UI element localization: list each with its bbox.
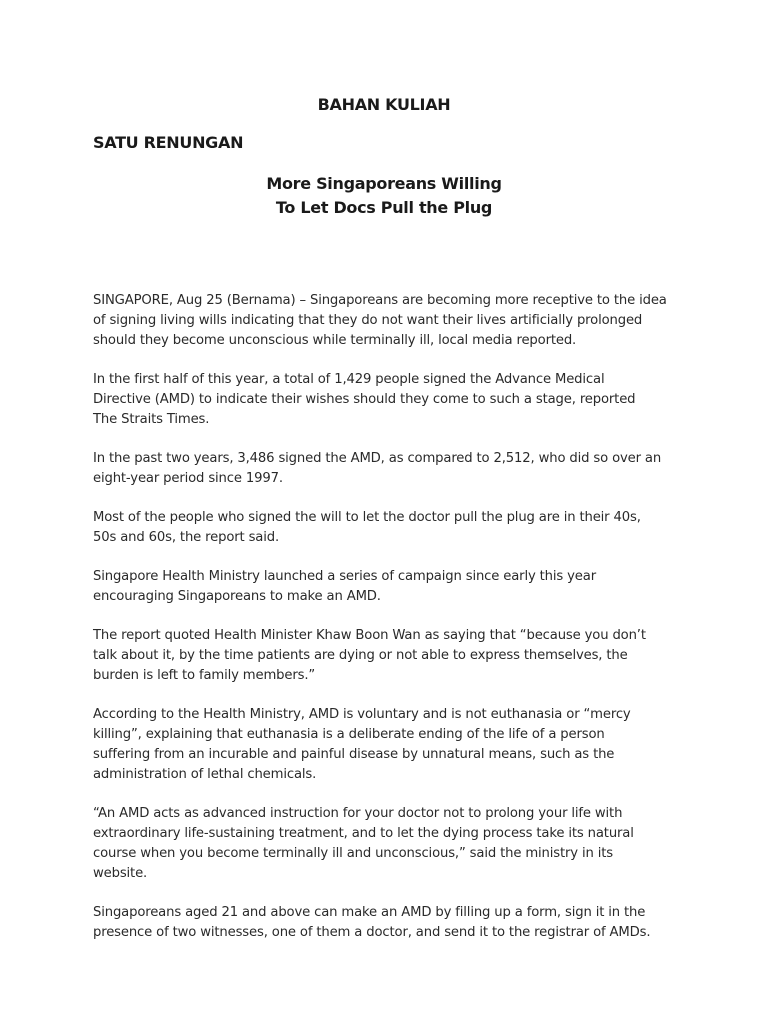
paragraph: SINGAPORE, Aug 25 (Bernama) – Singaporeans are becoming more receptive to the idea of signing living wills indicating that they do not want their lives artificially prolonged should they become unconscious while terminally ill, local media reported.	[93, 293, 667, 348]
headline-line-2: To Let Docs Pull the Plug	[275, 198, 493, 217]
paragraph: Most of the people who signed the will to let the doctor pull the plug are in their 40s, 50s and 60s, the report said.	[93, 510, 641, 545]
article-headline	[0, 172, 768, 220]
paragraph: In the past two years, 3,486 signed the AMD, as compared to 2,512, who did so over an eight-year period since 1997.	[93, 451, 662, 486]
paragraph: “An AMD acts as advanced instruction for your doctor not to prolong your life with extraordinary life-sustaining treatment, and to let the dying process take its natural course when you become terminally ill and unconscious,” said the ministry in its website.	[93, 806, 634, 881]
section-title: SATU RENUNGAN	[93, 133, 244, 152]
headline-line-1: More Singaporeans Willing	[266, 174, 502, 193]
paragraph: In the first half of this year, a total of 1,429 people signed the Advance Medical Directive (AMD) to indicate their wishes should they come to such a stage, reported The Straits Times.	[93, 372, 636, 427]
article-body	[93, 291, 683, 962]
paragraph: According to the Health Ministry, AMD is voluntary and is not euthanasia or “mercy killing”, explaining that euthanasia is a deliberate ending of the life of a person suffering from an incurable and painful disease by unnatural means, such as the administration of lethal chemicals.	[93, 707, 631, 782]
paragraph: Singaporeans aged 21 and above can make an AMD by filling up a form, sign it in the presence of two witnesses, one of them a doctor, and send it to the registrar of AMDs.	[93, 905, 651, 940]
paragraph: The report quoted Health Minister Khaw Boon Wan as saying that “because you don’t talk about it, by the time patients are dying or not able to express themselves, the burden is left to family members.”	[93, 628, 646, 683]
course-title: BAHAN KULIAH	[317, 95, 451, 114]
paragraph: Singapore Health Ministry launched a series of campaign since early this year encouraging Singaporeans to make an AMD.	[93, 569, 596, 604]
